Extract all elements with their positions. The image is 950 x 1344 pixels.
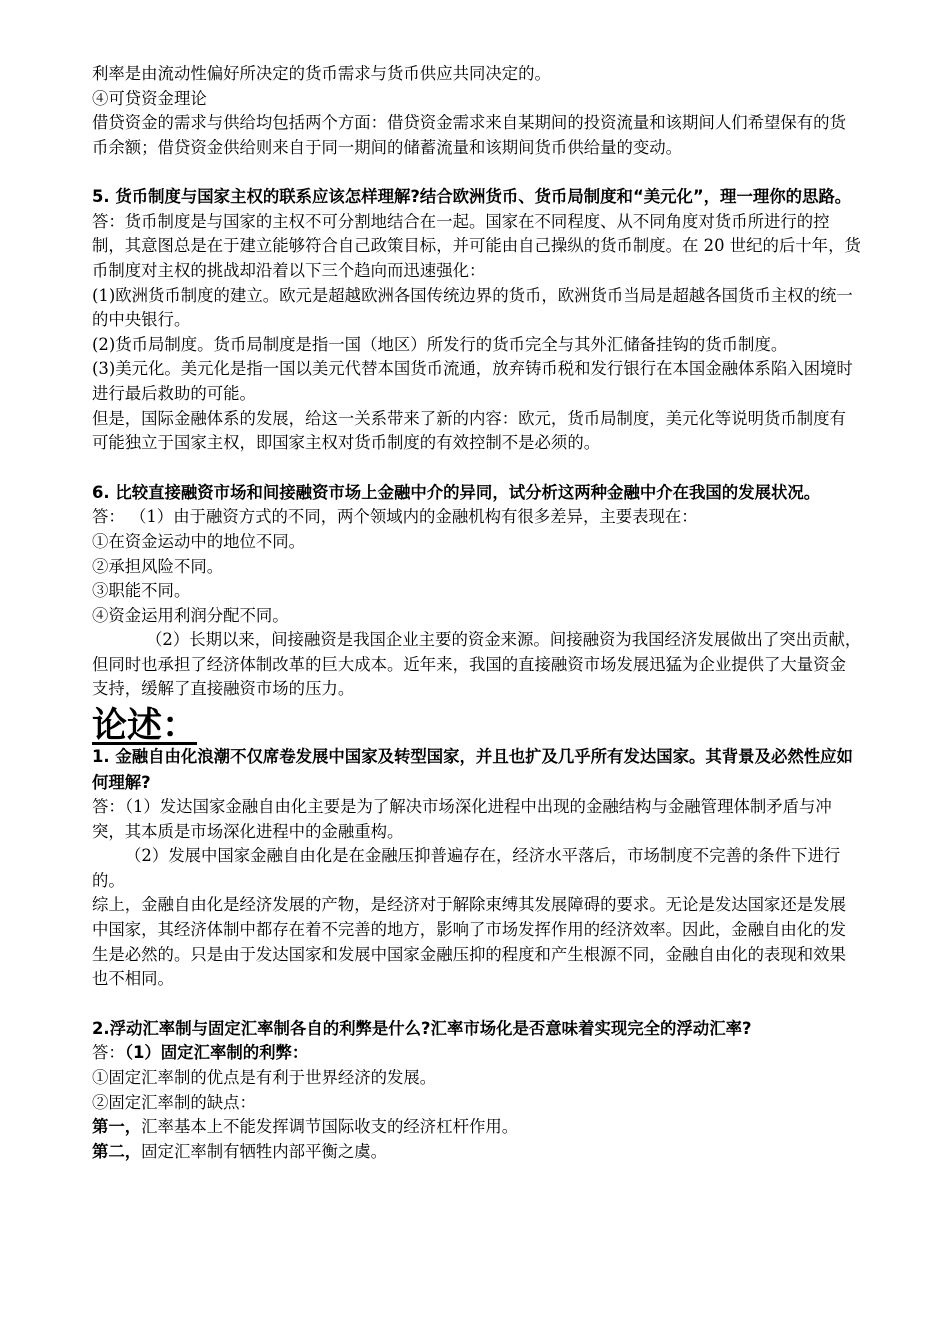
- answer-paragraph: 但是，国际金融体系的发展，给这一关系带来了新的内容：欧元，货币局制度，美元化等说明货币制度有可能独立于国家主权，即国家主权对货币制度的有效控制不是必须的。: [92, 408, 846, 453]
- answer-paragraph: [92, 844, 862, 893]
- list-item: ③职能不同。: [92, 581, 191, 601]
- list-item: ④资金运用利润分配不同。: [92, 605, 289, 625]
- answer-paragraph: (2)货币局制度。货币局制度是指一国（地区）所发行的货币完全与其外汇储备挂钩的货币制度。: [92, 334, 788, 354]
- list-item: ②承担风险不同。: [92, 556, 224, 576]
- answer-paragraph: 答：货币制度是与国家的主权不可分割地结合在一起。国家在不同程度、从不同角度对货币所进行的控制，其意图总是在于建立能够符合自己政策目标，并可能由自己操纵的货币制度。在 20 世纪的后十年，货币制度对主权的挑战却沿着以下三个趋向而迅速强化：: [92, 211, 861, 281]
- spacer: [92, 160, 862, 184]
- list-item: [92, 1115, 862, 1140]
- spacer: [92, 992, 862, 1016]
- answer-paragraph: 答：（1）发达国家金融自由化主要是为了解决市场深化进程中出现的金融结构与金融管理体制矛盾与冲突，其本质是市场深化进程中的金融重构。: [92, 797, 832, 841]
- spacer: [92, 456, 862, 480]
- list-item-text: 汇率基本上不能发挥调节国际收支的经济杠杆作用。: [141, 1117, 519, 1137]
- list-item: ②固定汇率制的缺点：: [92, 1092, 256, 1112]
- answer-paragraph: [92, 628, 862, 702]
- section-heading-lunshu: 论述：: [92, 706, 198, 747]
- ordinal-label: 第二，: [92, 1141, 142, 1161]
- list-item: ①在资金运动中的地位不同。: [92, 531, 306, 551]
- question-5: 5. 货币制度与国家主权的联系应该怎样理解?结合欧洲货币、货币局制度和“美元化”，理一理你的思路。: [92, 187, 852, 207]
- answer-paragraph: (3)美元化。美元化是指一国以美元代替本国货币流通，放弃铸币税和发行银行在本国金融体系陷入困境时进行最后救助的可能。: [92, 359, 853, 404]
- list-item: ①固定汇率制的优点是有利于世界经济的发展。: [92, 1067, 437, 1087]
- essay-question-2: 2.浮动汇率制与固定汇率制各自的利弊是什么?汇率市场化是否意味着实现完全的浮动汇率?: [92, 1018, 752, 1038]
- answer-paragraph: (1)欧洲货币制度的建立。欧元是超越欧洲各国传统边界的货币，欧洲货币当局是超越各国货币主权的统一的中央银行。: [92, 285, 853, 330]
- answer-paragraph: 答： （1）由于融资方式的不同，两个领域内的金融机构有很多差异，主要表现在：: [92, 507, 698, 527]
- essay-question-1: 1. 金融自由化浪潮不仅席卷发展中国家及转型国家，并且也扩及几乎所有发达国家。其背景及必然性应如何理解?: [92, 747, 853, 792]
- answer-paragraph: 综上，金融自由化是经济发展的产物，是经济对于解除束缚其发展障碍的要求。无论是发达国家还是发展中国家，其经济体制中都存在着不完善的地方，影响了市场发挥作用的经济效率。因此，金融自由化的发生是必然的。只是由于发达国家和发展中国家金融压抑的程度和产生根源不同，金融自由化的表现和效果也不相同。: [92, 895, 846, 989]
- list-item: [92, 1140, 862, 1165]
- answer-bold-heading: （1）固定汇率制的利弊：: [124, 1043, 309, 1063]
- question-6: 6. 比较直接融资市场和间接融资市场上金融中介的异同，试分析这两种金融中介在我国的发展状况。: [92, 482, 821, 502]
- list-item-text: 固定汇率制有牺牲内部平衡之虞。: [141, 1141, 388, 1161]
- answer-prefix: 答：: [92, 1043, 125, 1063]
- answer-text: （2）长期以来，间接融资是我国企业主要的资金来源。间接融资为我国经济发展做出了突出贡献，但同时也承担了经济体制改革的巨大成本。近年来，我国的直接融资市场发展迅猛为企业提供了大量资金支持，缓解了直接融资市场的压力。: [92, 630, 862, 699]
- paragraph: 利率是由流动性偏好所决定的货币需求与货币供应共同决定的。: [92, 64, 551, 83]
- subheading-loanable-funds: ④可贷资金理论: [92, 88, 207, 108]
- answer-paragraph: [92, 1041, 862, 1066]
- paragraph: 借贷资金的需求与供给均包括两个方面：借贷资金需求来自某期间的投资流量和该期间人们希望保有的货币余额；借贷资金供给则来自于同一期间的储蓄流量和该期间货币供给量的变动。: [92, 113, 846, 157]
- answer-text: （2）发展中国家金融自由化是在金融压抑普遍存在，经济水平落后，市场制度不完善的条件下进行的。: [92, 846, 841, 890]
- ordinal-label: 第一，: [92, 1117, 142, 1137]
